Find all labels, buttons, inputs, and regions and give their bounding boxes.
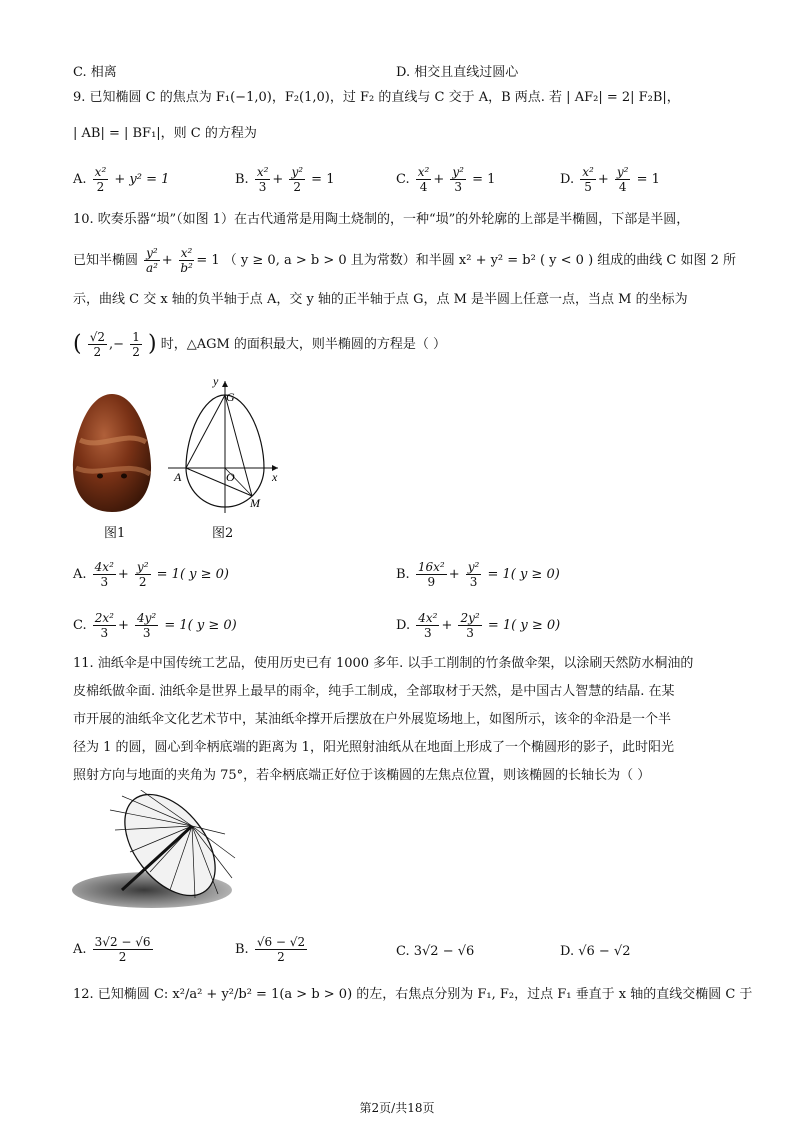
q11-option-b: B. $\frac{√6 - √2}{2}$ <box>235 935 306 964</box>
umbrella-figure <box>70 790 245 915</box>
q10-option-d: D. $\frac{\text{4x²}}{3}$ + $\frac{\text{2y²}}{3}$ = 1( y ≥ 0) <box>396 611 561 640</box>
q11-option-c: C. 3√2 − √6 <box>396 944 475 959</box>
figure2-caption: 图2 <box>212 526 234 541</box>
q11-option-d: D. √6 − √2 <box>560 944 631 959</box>
q10-stem-line3: 示，曲线 C 交 x 轴的负半轴于点 A，交 y 轴的正半轴于点 G，点 M 是半圆上任意一点，当点 M 的坐标为 <box>73 292 688 307</box>
q10-option-c: C. $\frac{\text{2x²}}{3}$ + $\frac{\text{4y²}}{3}$ = 1( y ≥ 0) <box>73 611 237 640</box>
q11-stem-line3: 市开展的油纸伞文化艺术节中，某油纸伞撑开后摆放在户外展览场地上，如图所示，该伞的伞沿是一个半 <box>73 712 672 727</box>
q11-option-a: A. $\frac{3√2 - √6}{2}$ <box>73 935 151 964</box>
label-m: M <box>250 496 260 510</box>
xun-figure <box>70 390 155 515</box>
q9-option-a: A. $\frac{\text{x²}}{2}$ + y² = 1 <box>73 165 170 194</box>
q10-option-a: A. $\frac{\text{4x²}}{3}$ + $\frac{\text{y²}}{2}$ = 1( y ≥ 0) <box>73 560 230 589</box>
q12-stem-line1: 12. 已知椭圆 C: x²/a² + y²/b² = 1(a > b > 0) 的左，右焦点分别为 F₁, F₂，过点 F₁ 垂直于 x 轴的直线交椭圆 C 于 <box>73 987 753 1002</box>
figure1-caption: 图1 <box>104 526 126 541</box>
q11-stem-line1: 11. 油纸伞是中国传统工艺品，使用历史已有 1000 多年. 以手工削制的竹条做伞架，以涂刷天然防水桐油的 <box>73 656 694 671</box>
q10-stem-line2: 已知半椭圆 $\frac{\text{y²}}{\text{a²}}$ + $\frac{\text{x²}}{\text{b²}}$ = 1 （ y ≥ 0, a > b > 0 且为常数）和半圆 x² + y² = b² ( y < 0 ) 组成的曲线 C 如图 2 所 <box>73 246 737 275</box>
q11-stem-line5: 照射方向与地面的夹角为 75°，若伞柄底端正好位于该椭圆的左焦点位置，则该椭圆的长轴长为（ ） <box>73 768 651 783</box>
xun-hole-1 <box>97 474 103 479</box>
option-c-prev: C. 相离 <box>73 65 117 80</box>
label-o: O <box>226 470 235 484</box>
q9-stem-line1: 9. 已知椭圆 C 的焦点为 F₁(−1,0)，F₂(1,0)，过 F₂ 的直线与 C 交于 A，B 两点. 若 | AF₂| = 2| F₂B|， <box>73 90 680 105</box>
q9-option-d: D. $\frac{\text{x²}}{5}$ + $\frac{\text{y²}}{4}$ = 1 <box>560 165 660 194</box>
q10-stem-line1: 10. 吹奏乐器“埙”（如图 1）在古代通常是用陶土烧制的，一种“埙”的外轮廓的上部是半椭圆，下部是半圆， <box>73 212 690 227</box>
label-g: G <box>226 390 235 404</box>
q9-option-c: C. $\frac{\text{x²}}{4}$ + $\frac{\text{y²}}{3}$ = 1 <box>396 165 496 194</box>
q11-stem-line2: 皮棉纸做伞面. 油纸伞是世界上最早的雨伞，纯手工制成，全部取材于天然，是中国古人智慧的结晶. 在某 <box>73 684 675 699</box>
q9-option-b: B. $\frac{\text{x²}}{3}$ + $\frac{\text{y²}}{2}$ = 1 <box>235 165 335 194</box>
xun-hole-2 <box>121 474 127 479</box>
option-d-prev: D. 相交且直线过圆心 <box>396 65 519 80</box>
label-a: A <box>174 470 182 484</box>
q11-stem-line4: 径为 1 的圆，圆心到伞柄底端的距离为 1，阳光照射油纸从在地面上形成了一个椭圆形的影子，此时阳光 <box>73 740 674 755</box>
page-number: 第2页/共18页 <box>359 1101 435 1115</box>
q9-stem-line2: | AB| = | BF₁|，则 C 的方程为 <box>73 126 257 141</box>
q10-stem-line4: ( $\frac{√2}{2}$ ,− $\frac{1}{2}$ ) 时，△AGM 的面积最大，则半椭圆的方程是（ ） <box>73 330 447 359</box>
label-x: x <box>272 470 278 484</box>
label-y: y <box>213 375 219 388</box>
curve-diagram <box>168 375 283 515</box>
q10-option-b: B. $\frac{\text{16x²}}{9}$ + $\frac{\text{y²}}{3}$ = 1( y ≥ 0) <box>396 560 560 589</box>
